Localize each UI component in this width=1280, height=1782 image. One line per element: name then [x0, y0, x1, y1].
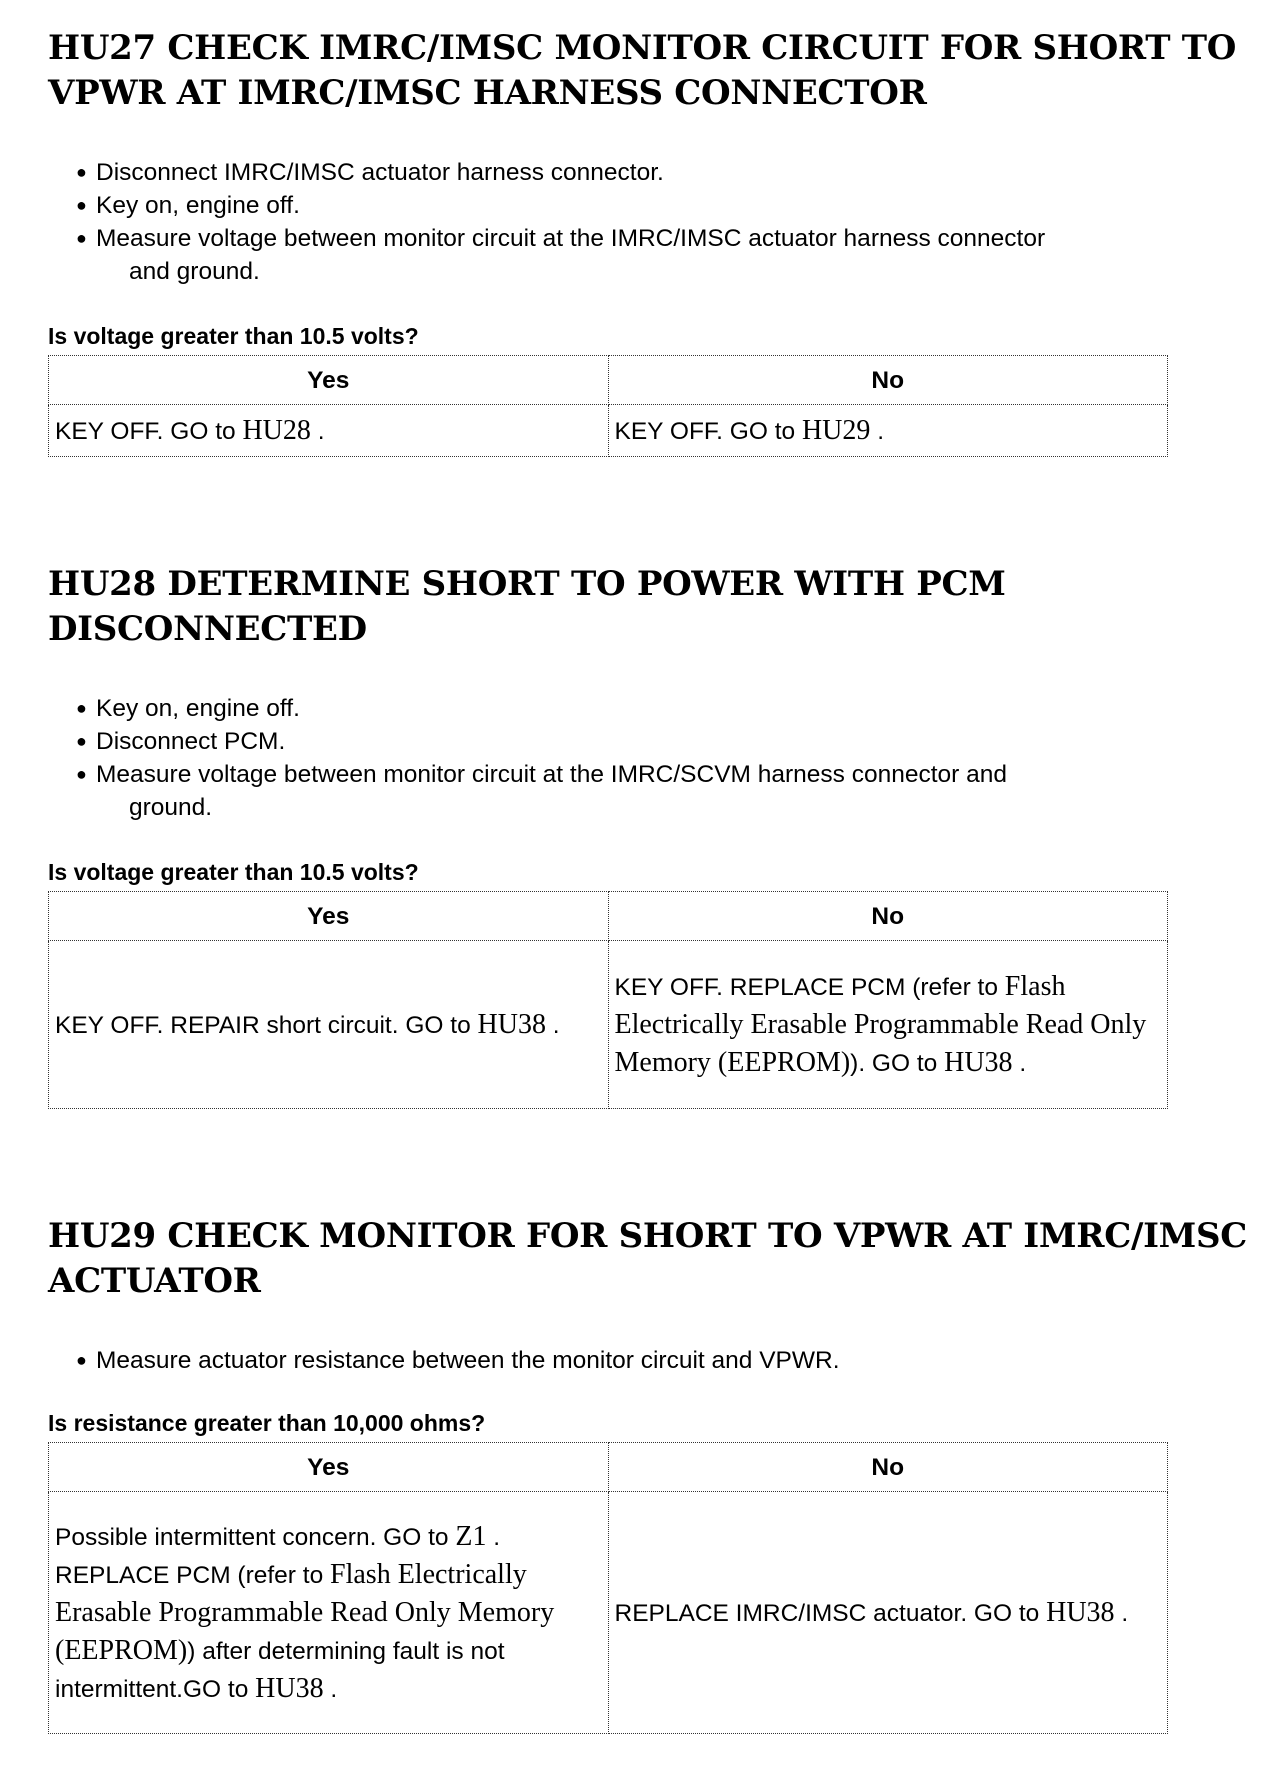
list-item: ● Key on, engine off.	[76, 692, 1236, 725]
no-cell: REPLACE IMRC/IMSC actuator. GO to HU38 .	[608, 1492, 1168, 1734]
bullet-icon: ●	[76, 764, 87, 784]
step-list	[76, 156, 1236, 288]
link-hu29[interactable]: HU29	[801, 414, 871, 446]
answer-table	[48, 1442, 1168, 1734]
step-list	[76, 692, 1236, 824]
list-item: ● Key on, engine off.	[76, 189, 1236, 222]
question-text: Is voltage greater than 10.5 volts?	[48, 323, 419, 349]
list-item: ● Disconnect IMRC/IMSC actuator harness connector.	[76, 156, 1236, 189]
bullet-icon: ●	[76, 195, 87, 215]
no-header: No	[608, 1443, 1168, 1492]
yes-cell: Possible intermittent concern. GO to Z1 . REPLACE PCM (refer to Flash Electrically Erasable Programmable Read Only Memory (EEPROM)) after determining fault is not intermittent.GO to HU38 .	[49, 1492, 609, 1734]
step-list	[76, 1344, 1236, 1377]
yes-cell: KEY OFF. GO to HU28 .	[49, 405, 609, 457]
answer-table	[48, 891, 1168, 1109]
bullet-icon: ●	[76, 698, 87, 718]
link-hu38[interactable]: HU38	[477, 1008, 546, 1040]
list-item: ● Measure voltage between monitor circuit at the IMRC/IMSC actuator harness connector and ground.	[76, 222, 1236, 288]
bullet-icon: ●	[76, 228, 87, 248]
yes-header: Yes	[49, 356, 609, 405]
no-header: No	[608, 356, 1168, 405]
bullet-icon: ●	[76, 731, 87, 751]
yes-cell: KEY OFF. REPAIR short circuit. GO to HU38 .	[49, 941, 609, 1109]
answer-table	[48, 355, 1168, 457]
section-title: HU27 CHECK IMRC/IMSC MONITOR CIRCUIT FOR SHORT TO VPWR AT IMRC/IMSC HARNESS CONNECTOR	[48, 28, 1237, 113]
section-title: HU28 DETERMINE SHORT TO POWER WITH PCM DISCONNECTED	[48, 564, 1006, 649]
link-hu38[interactable]: HU38	[255, 1672, 324, 1704]
section-hu29	[48, 1214, 1248, 1304]
section-title: HU29 CHECK MONITOR FOR SHORT TO VPWR AT IMRC/IMSC ACTUATOR	[48, 1216, 1248, 1301]
section-hu27	[48, 26, 1248, 116]
no-header: No	[608, 892, 1168, 941]
link-z1[interactable]: Z1	[455, 1520, 487, 1552]
no-cell: KEY OFF. REPLACE PCM (refer to Flash Electrically Erasable Programmable Read Only Memory (EEPROM)). GO to HU38 .	[608, 941, 1168, 1109]
list-item: ● Measure voltage between monitor circuit at the IMRC/SCVM harness connector and ground.	[76, 758, 1236, 824]
link-hu38[interactable]: HU38	[1046, 1596, 1115, 1628]
section-hu28	[48, 562, 1248, 652]
link-hu28[interactable]: HU28	[242, 414, 311, 446]
no-cell: KEY OFF. GO to HU29 .	[608, 405, 1168, 457]
bullet-icon: ●	[76, 162, 87, 182]
question-text: Is voltage greater than 10.5 volts?	[48, 859, 419, 885]
link-flash-eeprom[interactable]: Flash Electrically Erasable Programmable Read Only Memory (EEPROM)	[614, 970, 1147, 1078]
list-item: ● Disconnect PCM.	[76, 725, 1236, 758]
yes-header: Yes	[49, 892, 609, 941]
yes-header: Yes	[49, 1443, 609, 1492]
list-item: ● Measure actuator resistance between the monitor circuit and VPWR.	[76, 1344, 1236, 1377]
link-hu38[interactable]: HU38	[944, 1046, 1013, 1078]
question-text: Is resistance greater than 10,000 ohms?	[48, 1410, 486, 1436]
link-flash-eeprom[interactable]: Flash Electrically Erasable Programmable Read Only Memory (EEPROM)	[55, 1558, 555, 1666]
bullet-icon: ●	[76, 1350, 87, 1370]
